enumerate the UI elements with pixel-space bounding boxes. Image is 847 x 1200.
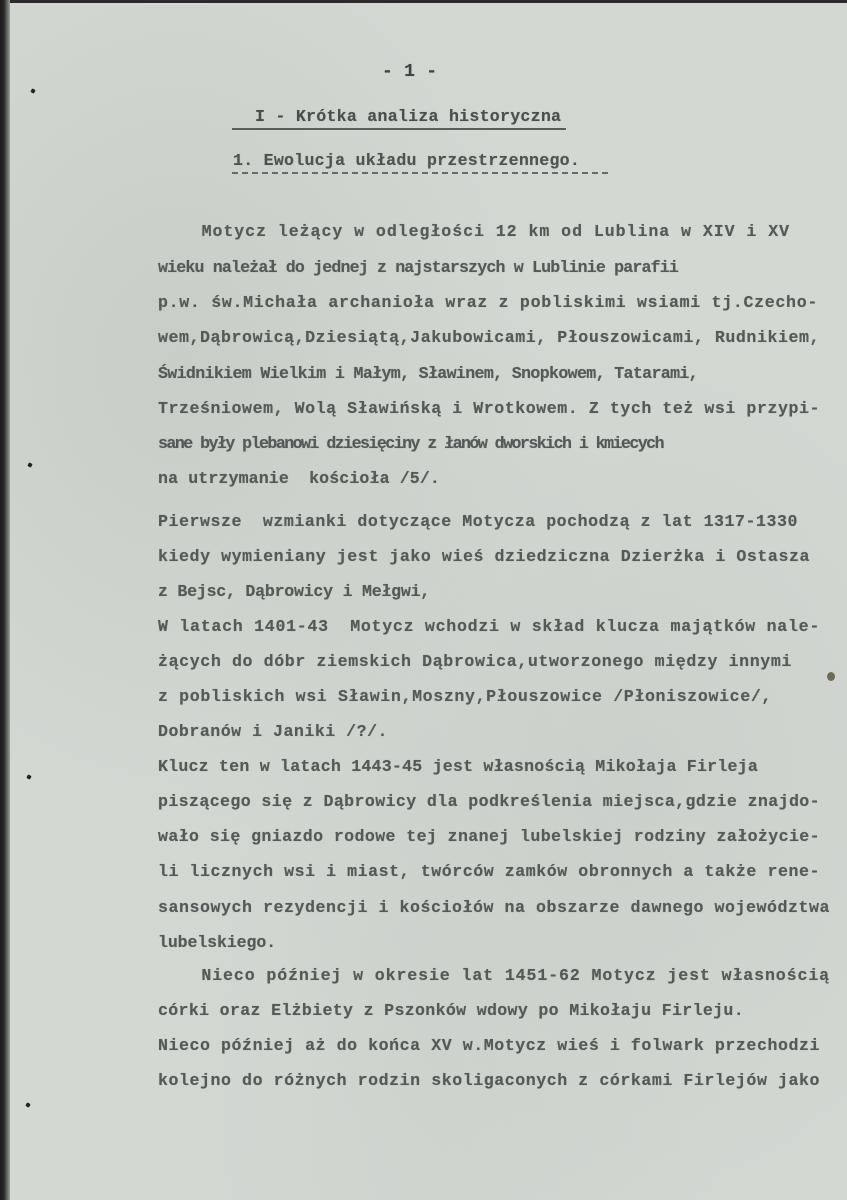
section-heading: I - Krótka analiza historyczna (255, 107, 562, 126)
text-line: piszącego się z Dąbrowicy dla podkreślenia miejsca,gdzie znajdo- (158, 792, 820, 811)
text-line: li licznych wsi i miast, twórców zamków obronnych a także rene- (158, 862, 820, 881)
text-line: p.w. św.Michała archanioła wraz z pobliskimi wsiami tj.Czecho- (158, 293, 818, 312)
text-line: Nieco później aż do końca XV w.Motycz wieś i folwark przechodzi (158, 1036, 820, 1055)
text-line: Pierwsze wzmianki dotyczące Motycza pochodzą z lat 1317-1330 (158, 512, 798, 531)
text-line: córki oraz Elżbiety z Pszonków wdowy po Mikołaju Firleju. (158, 1001, 744, 1020)
text-line: wem,Dąbrowicą,Dziesiątą,Jakubowicami, Płouszowicami, Rudnikiem, (158, 328, 820, 347)
text-line: żących do dóbr ziemskich Dąbrowica,utworzonego między innymi (158, 652, 792, 671)
text-line: Świdnikiem Wielkim i Małym, Sławinem, Snopkowem, Tatarami, (158, 364, 698, 383)
scan-top-edge (0, 0, 847, 3)
text-line: Motycz leżący w odległości 12 km od Lublina w XIV i XV (158, 222, 790, 241)
scan-left-edge (0, 0, 10, 1200)
paper-stain (827, 672, 835, 681)
text-line: Dobranów i Janiki /?/. (158, 722, 388, 741)
text-line: sane były plebanowi dziesięciny z łanów dworskich i kmiecych (158, 434, 663, 453)
subsection-heading: 1. Ewolucja układu przestrzennego. (233, 151, 581, 170)
text-line: na utrzymanie kościoła /5/. (158, 469, 440, 488)
text-line: z pobliskich wsi Sławin,Moszny,Płouszowice /Płoniszowice/, (158, 687, 772, 706)
text-line: wieku należał do jednej z najstarszych w Lublinie parafii (158, 258, 678, 277)
text-line: wało się gniazdo rodowe tej znanej lubelskiej rodziny założycie- (158, 827, 820, 846)
heading-underline (232, 128, 566, 130)
text-line: Trześniowem, Wolą Sławińską i Wrotkowem. Z tych też wsi przypi- (158, 399, 820, 418)
text-line: Nieco później w okresie lat 1451-62 Motycz jest własnością (158, 966, 830, 985)
text-line: W latach 1401-43 Motycz wchodzi w skład klucza majątków nale- (158, 617, 820, 636)
text-line: sansowych rezydencji i kościołów na obszarze dawnego województwa (158, 898, 830, 917)
text-line: kiedy wymieniany jest jako wieś dziedziczna Dzierżka i Ostasza (158, 547, 810, 566)
subheading-underline (232, 172, 608, 174)
page-number: - 1 - (382, 62, 438, 82)
text-line: Klucz ten w latach 1443-45 jest własnością Mikołaja Firleja (158, 757, 758, 776)
text-line: lubelskiego. (158, 933, 276, 952)
text-line: z Bejsc, Dąbrowicy i Mełgwi, (158, 582, 430, 601)
text-line: kolejno do różnych rodzin skoligaconych z córkami Firlejów jako (158, 1071, 820, 1090)
